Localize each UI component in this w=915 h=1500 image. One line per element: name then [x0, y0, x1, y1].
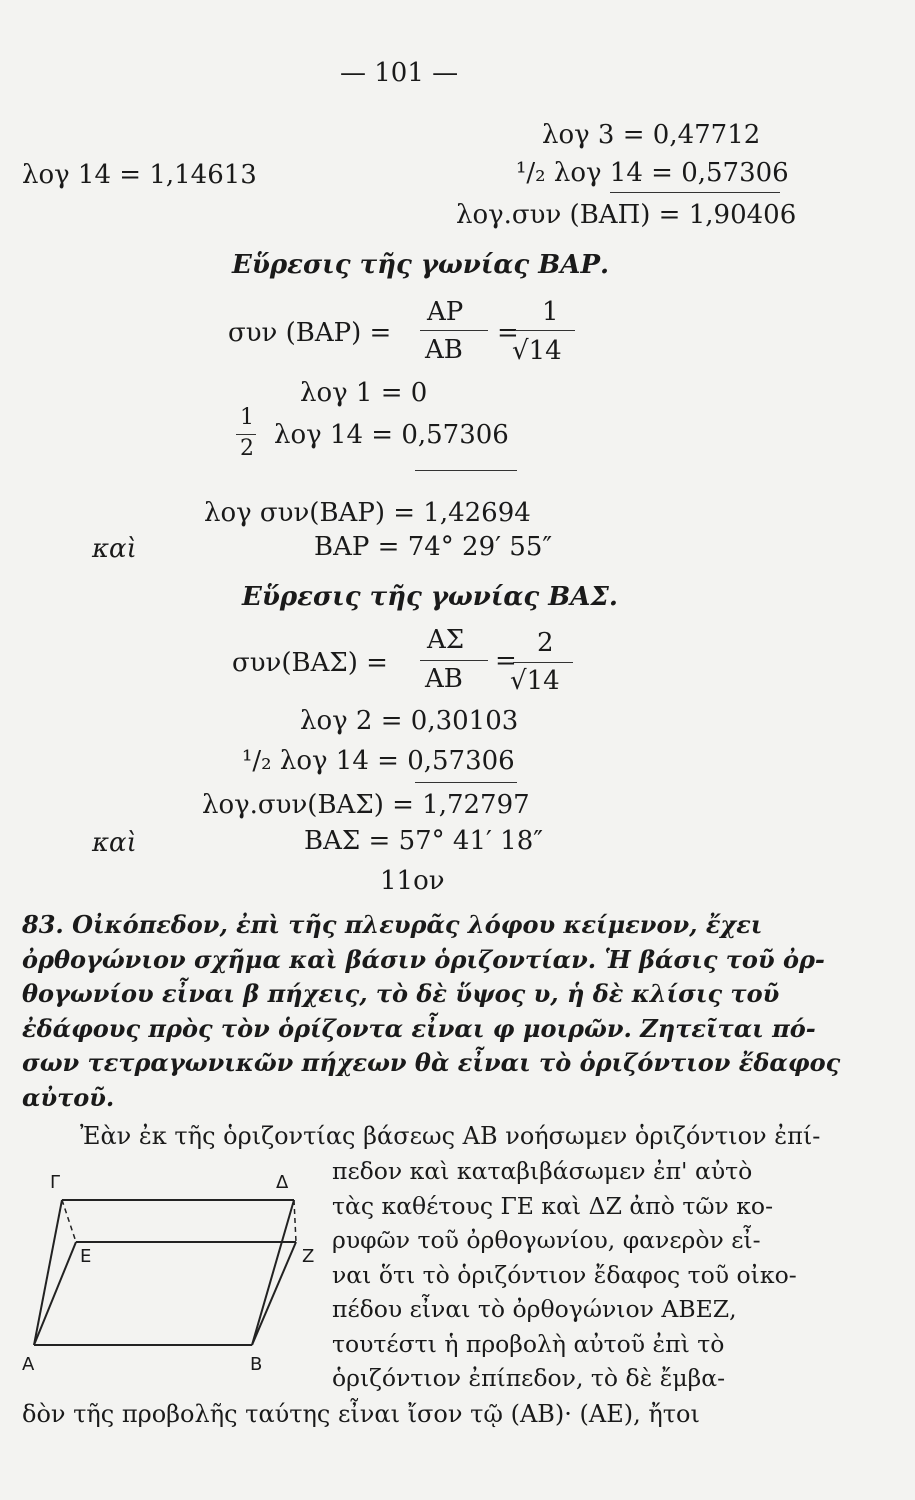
rectangle-projection-diagram: [14, 1170, 324, 1380]
half-denominator: 2: [240, 436, 254, 461]
half-numerator: 1: [240, 405, 254, 430]
label-beta: Β: [250, 1354, 263, 1375]
equals-sign: =: [497, 318, 519, 348]
edge-bd: [252, 1200, 294, 1345]
solution-line: ναι ὅτι τὸ ὁριζόντιον ἔδαφος τοῦ οἰκο-: [332, 1260, 797, 1289]
fraction-bar: [420, 330, 488, 331]
kai-word-2: καὶ: [92, 828, 137, 858]
angle-bas-value: ΒΑΣ = 57° 41′ 18″: [304, 826, 543, 856]
fraction-denominator-ab-2: ΑΒ: [425, 664, 463, 694]
fraction-denominator-sqrt14-2: √14: [510, 666, 560, 696]
label-gamma: Γ: [50, 1172, 61, 1193]
problem-statement: [22, 908, 892, 1115]
angle-bar-value: ΒΑΡ = 74° 29′ 55″: [314, 532, 553, 562]
heading-angle-bar: Εὕρεσις τῆς γωνίας ΒΑΡ.: [232, 250, 610, 280]
solution-line: ὁριζόντιον ἐπίπεδον, τὸ δὲ ἔμβα-: [332, 1364, 726, 1392]
half-log-14-line-bas: ¹/₂ λογ 14 = 0,57306: [242, 746, 515, 776]
fraction-numerator-2: 2: [537, 628, 554, 658]
cos-bas-lhs: συν(ΒΑΣ) =: [232, 648, 388, 678]
problem-line: σων τετραγωνικῶν πήχεων θὰ εἶναι τὸ ὁριζόντιον ἔδαφος: [22, 1048, 841, 1077]
log-14-equation: λογ 14 = 1,14613: [22, 160, 257, 190]
solution-line: τὰς καθέτους ΓΕ καὶ ΔΖ ἀπὸ τῶν κο-: [332, 1191, 774, 1220]
label-epsilon: Ε: [80, 1246, 92, 1267]
fraction-denominator-sqrt14: √14: [512, 336, 562, 366]
heading-angle-bas: Εὕρεσις τῆς γωνίας ΒΑΣ.: [242, 582, 618, 612]
problem-line: ὀρθογώνιον σχῆμα καὶ βάσιν ὁριζοντίαν. Ἡ βάσις τοῦ ὀρ-: [22, 944, 825, 974]
fraction-bar-bas: [420, 660, 488, 661]
fraction-bar-2: [515, 330, 575, 331]
problem-line: αὐτοῦ.: [22, 1082, 115, 1112]
edge-bz: [252, 1242, 296, 1345]
log-2-line: λογ 2 = 0,30103: [300, 706, 519, 736]
log-cos-bar-line: λογ συν(ΒΑΡ) = 1,42694: [204, 498, 531, 528]
log-cos-bap-line: λογ.συν (ΒΑΠ) = 1,90406: [456, 200, 797, 230]
edge-ga: [34, 1200, 62, 1345]
half-log-14-line: ¹/₂ λογ 14 = 0,57306: [516, 158, 789, 188]
label-delta: Δ: [276, 1172, 289, 1193]
edge-ae: [34, 1242, 76, 1345]
page-number: — 101 —: [340, 58, 459, 88]
perpendicular-dz: [294, 1200, 296, 1242]
perpendicular-ge: [62, 1200, 76, 1242]
cos-bar-lhs: συν (ΒΑΡ) =: [228, 318, 392, 348]
fraction-numerator-as: ΑΣ: [427, 625, 465, 655]
log-3-line: λογ 3 = 0,47712: [542, 120, 761, 150]
label-zeta: Ζ: [302, 1246, 315, 1267]
solution-side-text: [332, 1154, 797, 1396]
solution-line: τουτέστι ἡ προβολὴ αὐτοῦ ἐπὶ τὸ: [332, 1329, 725, 1358]
log-cos-bas-line: λογ.συν(ΒΑΣ) = 1,72797: [202, 790, 530, 820]
half-log-14-line-bar: λογ 14 = 0,57306: [274, 420, 509, 450]
solution-line: ρυφῶν τοῦ ὀρθογωνίου, φανερὸν εἶ-: [332, 1226, 761, 1254]
equals-sign-2: =: [495, 646, 517, 676]
sum-rule-bar: [415, 470, 517, 471]
sum-rule: [610, 192, 780, 193]
problem-line: θογωνίου εἶναι β πήχεις, τὸ δὲ ὕψος υ, ἡ δὲ κλίσις τοῦ: [22, 979, 780, 1008]
problem-line: ἐδάφους πρὸς τὸν ὁρίζοντα εἶναι φ μοιρῶν. Ζητεῖται πό-: [22, 1013, 816, 1043]
half-fraction-bar: [236, 434, 256, 435]
fraction-bar-bas-2: [513, 662, 573, 663]
label-alpha: Α: [22, 1354, 35, 1375]
log-1-line: λογ 1 = 0: [300, 378, 428, 408]
fraction-numerator-1: 1: [542, 297, 559, 327]
solution-line: πεδον καὶ καταβιβάσωμεν ἐπ' αὐτὸ: [332, 1157, 753, 1185]
sum-rule-bas: [415, 782, 517, 783]
solution-first-line: Ἐὰν ἐκ τῆς ὁριζοντίας βάσεως ΑΒ νοήσωμεν ὁριζόντιον ἐπί-: [80, 1122, 821, 1150]
kai-word-1: καὶ: [92, 534, 137, 564]
solution-last-line: δὸν τῆς προβολῆς ταύτης εἶναι ἴσον τῷ (ΑΒ)· (ΑΕ), ἤτοι: [22, 1400, 700, 1428]
section-label: 11ον: [380, 866, 445, 896]
fraction-denominator-ab: ΑΒ: [425, 335, 463, 365]
solution-line: πέδου εἶναι τὸ ὀρθογώνιον ΑΒΕΖ,: [332, 1295, 737, 1323]
fraction-numerator-ar: ΑΡ: [427, 297, 464, 327]
problem-line: 83. Οἰκόπεδον, ἐπὶ τῆς πλευρᾶς λόφου κείμενον, ἔχει: [22, 910, 763, 939]
